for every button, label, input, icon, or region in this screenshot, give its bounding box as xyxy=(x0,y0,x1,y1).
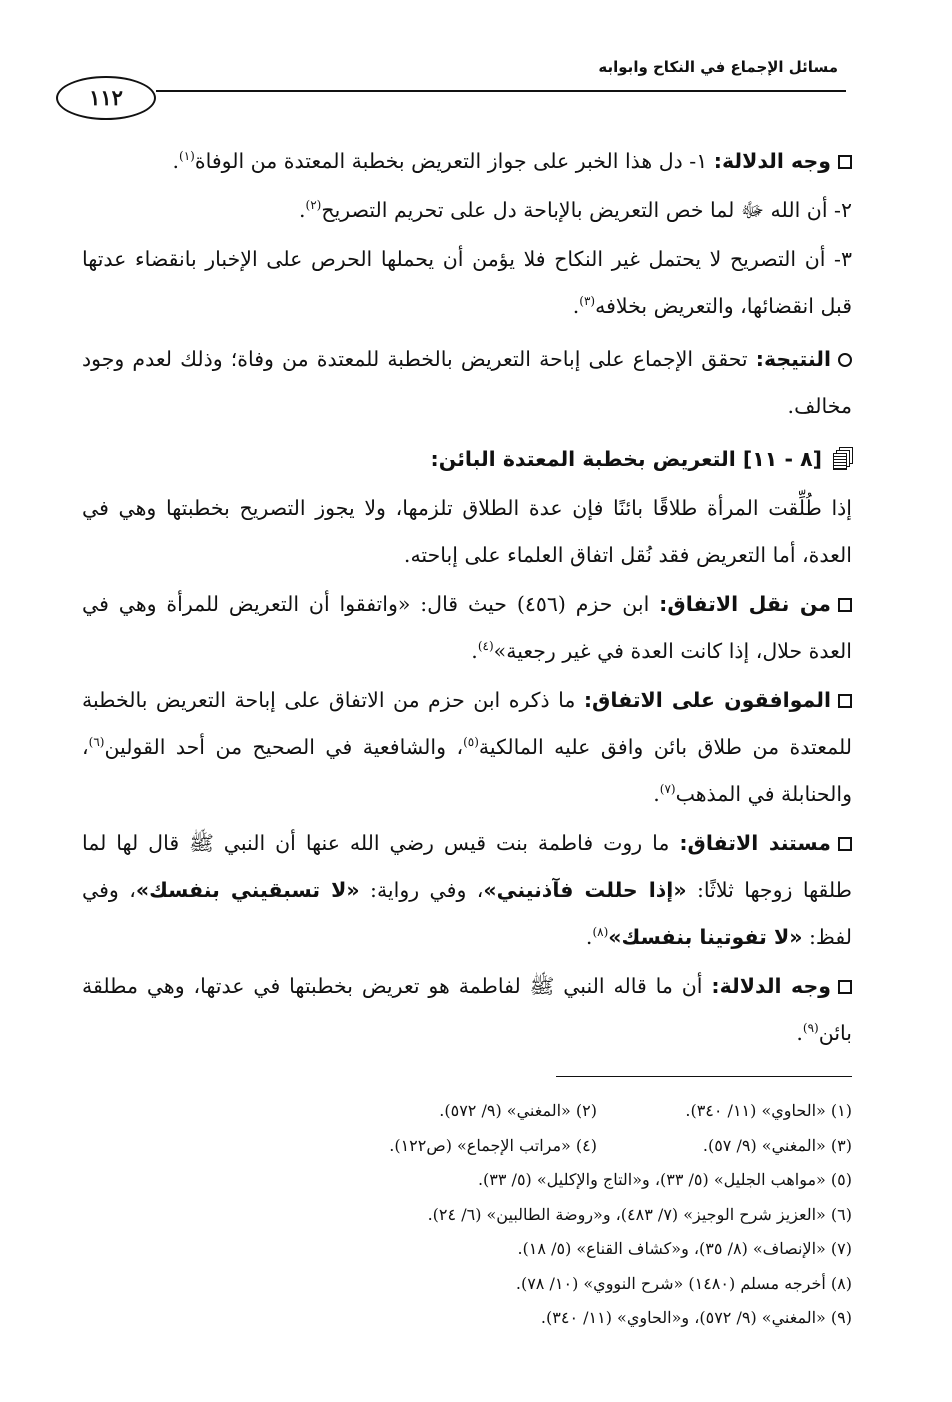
paragraph-result: النتيجة: تحقق الإجماع على إباحة التعريض بالخطبة للمعتدة من وفاة؛ وذلك لعدم وجود مخالف. xyxy=(82,347,852,418)
square-bullet-icon xyxy=(838,837,852,851)
square-bullet-icon xyxy=(838,694,852,708)
footnote-ref: (٢) xyxy=(305,198,322,213)
hadith-quote: «إذا حللت فآذنيني» xyxy=(483,878,687,902)
footnote-row: (٨) أخرجه مسلم (١٤٨٠) «شرح النووي» (١٠/ ٧٨). xyxy=(515,1273,852,1293)
square-bullet-icon xyxy=(838,155,852,169)
paragraph-transmitters: من نقل الاتفاق: ابن حزم (٤٥٦) حيث قال: «واتفقوا أن التعريض للمرأة وهي في العدة حلال، إذا كانت العدة في غير رجعية»$^{(٤)}$. xyxy=(82,592,852,663)
footnote-row: (٥) «مواهب الجليل» (٥/ ٣٣)، و«التاج والإكليل» (٥/ ٣٣). xyxy=(477,1170,852,1189)
footnote-ref: (١) xyxy=(179,149,195,164)
label-result: النتيجة: xyxy=(755,347,831,371)
paragraph-evidence-1: وجه الدلالة: ١- دل هذا الخبر على جواز التعريض بخطبة المعتدة من الوفاة$^{(١)}$. xyxy=(82,138,852,185)
footnote-row: (٧) «الإنصاف» (٨/ ٣٥)، و«كشاف القناع» (٥/ ١٨). xyxy=(517,1239,852,1258)
label-evidence: وجه الدلالة: xyxy=(713,149,831,173)
paragraph-evidence-2: ٢- أن الله ﷻ لما خص التعريض بالإباحة دل على تحريم التصريح$^{(٢)}$. xyxy=(298,198,852,222)
circle-bullet-icon xyxy=(838,353,852,367)
footnote-ref: (٦) xyxy=(88,735,105,750)
footnote-ref: (٩) xyxy=(802,1021,819,1036)
footnote-ref: (٥) xyxy=(463,735,479,750)
running-title: مسائل الإجماع في النكاح وابوابه xyxy=(598,58,838,76)
page-header xyxy=(56,54,846,110)
paragraph-basis: مستند الاتفاق: ما روت فاطمة بنت قيس رضي الله عنها أن النبي ﷺ قال لها لما طلقها زوجها ثلاثًا: «إذا حللت فآذنيني»، وفي رواية: «لا تسبقيني بنفسك»، وفي لفظ: «لا تفوتينا بنفسك»$^{(٨)}$. xyxy=(82,831,852,949)
label-transmitters: من نقل الاتفاق: xyxy=(659,592,831,616)
footnote-row: (٣) «المغني» (٩/ ٥٧). (٤) «مراتب الإجماع» (ص١٢٢). xyxy=(389,1135,852,1155)
footnote-ref: (٤) xyxy=(477,639,494,654)
footnote-separator xyxy=(556,1076,852,1077)
footnote-ref: (٨) xyxy=(592,925,609,940)
footnote-row: (١) «الحاوي» (١١/ ٣٤٠). (٢) «المغني» (٩/ ٥٧٢). xyxy=(439,1101,852,1120)
square-bullet-icon xyxy=(838,598,852,612)
hadith-quote: «لا تفوتينا بنفسك» xyxy=(608,925,803,949)
square-bullet-icon xyxy=(838,980,852,994)
footnote-row: (٩) «المغني» (٩/ ٥٧٢)، و«الحاوي» (١١/ ٣٤٠). xyxy=(540,1308,852,1327)
footnote-ref: (٧) xyxy=(659,782,676,797)
footnote-row: (٦) «العزيز شرح الوجيز» (٧/ ٤٨٣)، و«روضة الطالبين» (٦/ ٢٤). xyxy=(427,1204,852,1224)
main-text xyxy=(82,138,852,1059)
hadith-quote: «لا تسبقيني بنفسك» xyxy=(135,878,360,902)
footnote-ref: (٣) xyxy=(579,294,596,309)
document-stack-icon xyxy=(832,447,852,469)
paragraph-intro: إذا طُلِّقت المرأة طلاقًا بائنًا فإن عدة الطلاق تلزمها، ولا يجوز التصريح بخطبتها وهي في العدة، أما التعريض فقد نُقل اتفاق العلماء على إباحته. xyxy=(82,496,852,567)
paragraph-agreeing: الموافقون على الاتفاق: ما ذكره ابن حزم من الاتفاق على إباحة التعريض بالخطبة للمعتدة من طلاق بائن وافق عليه المالكية$^{(٥)}$، والشافعية في الصحيح من أحد القولين$^{(٦)}$، والحنابلة في المذهب$^{(٧)}$. xyxy=(82,688,852,806)
label-evidence: وجه الدلالة: xyxy=(711,974,831,998)
paragraph-evidence-final: وجه الدلالة: أن ما قاله النبي ﷺ لفاطمة هو تعريض بخطبتها في عدتها، وهي مطلقة بائن$^{(٩)}$. xyxy=(82,974,852,1045)
header-rule xyxy=(156,90,846,92)
paragraph-evidence-3: ٣- أن التصريح لا يحتمل غير النكاح فلا يؤمن أن يحملها الحرص على الإخبار بانقضاء عدتها قبل انقضائها، والتعريض بخلافه$^{(٣)}$. xyxy=(82,247,852,318)
footnotes xyxy=(389,1094,852,1336)
label-basis: مستند الاتفاق: xyxy=(679,831,831,855)
section-heading: [٨ - ١١] التعريض بخطبة المعتدة البائن: xyxy=(82,436,852,483)
page-number: ١١٢ xyxy=(56,76,156,120)
label-agreeing: الموافقون على الاتفاق: xyxy=(583,688,831,712)
